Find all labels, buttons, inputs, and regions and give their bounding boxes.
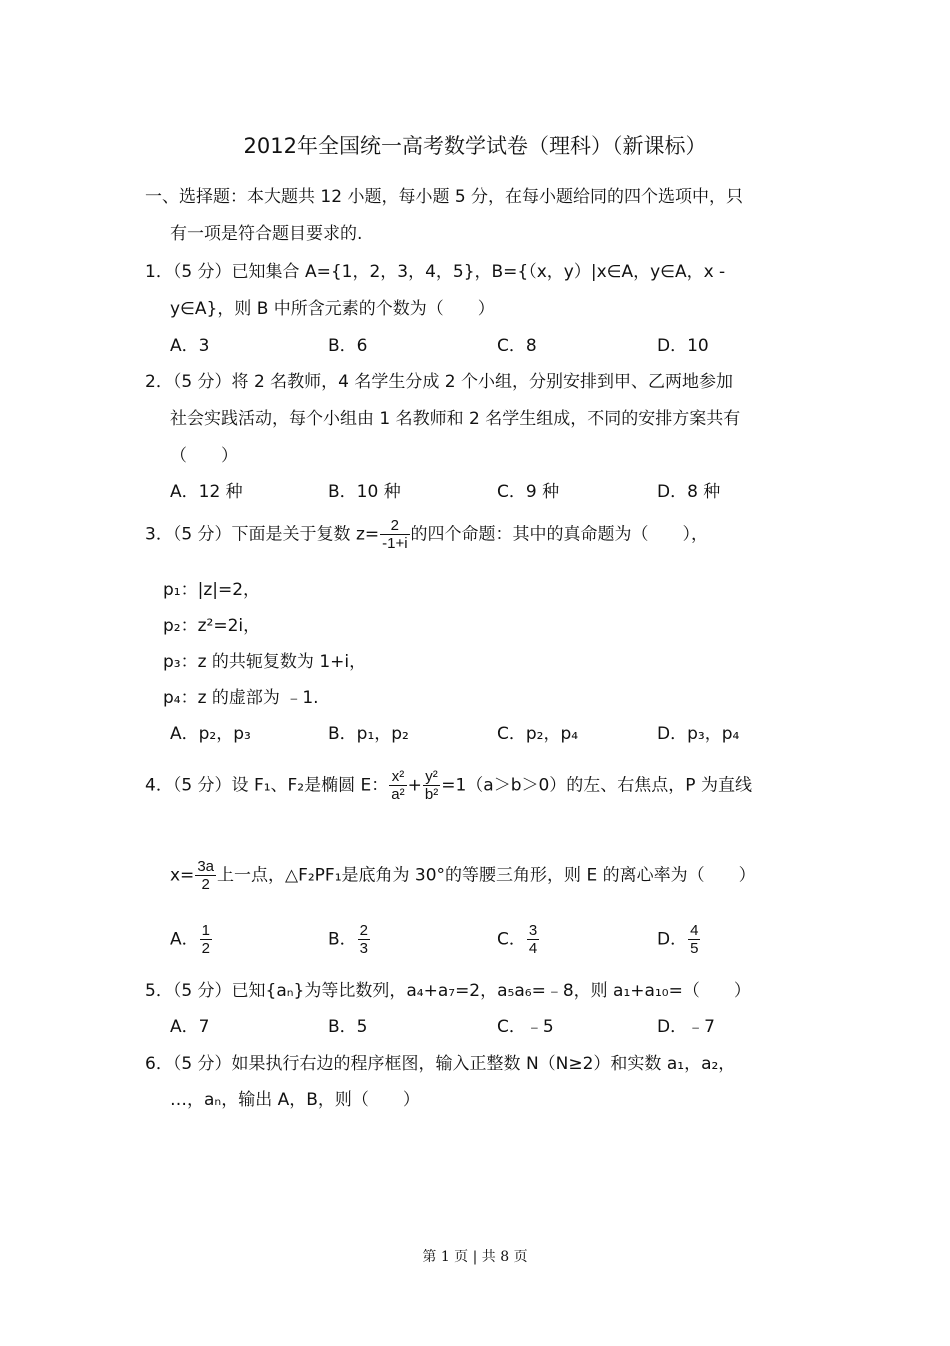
- q1-option-a: A．3: [170, 336, 210, 356]
- q4-fraction-x-denominator: a²: [391, 786, 405, 803]
- q4-option-d-label: D．: [657, 929, 688, 950]
- q2-line2: 社会实践活动，每个小组由 1 名教师和 2 名学生组成，不同的安排方案共有: [170, 409, 741, 429]
- q4-option-b-denominator: 3: [359, 940, 369, 957]
- q6-line1: 6．（5 分）如果执行右边的程序框图，输入正整数 N（N≥2）和实数 a₁，a₂，: [145, 1054, 736, 1074]
- q3-option-a: A．p₂，p₃: [170, 724, 251, 744]
- q4-stem-line1: [145, 768, 752, 803]
- q4-fraction-y: [423, 768, 440, 803]
- q4-option-d: [657, 922, 701, 957]
- q4-plus: +: [407, 775, 422, 796]
- q4-option-d-fraction: [688, 922, 700, 957]
- q4-option-b-label: B．: [328, 929, 357, 950]
- q5-option-a: A．7: [170, 1017, 210, 1037]
- q5-line1: 5．（5 分）已知{aₙ}为等比数列，a₄+a₇=2，a₅a₆=﹣8，则 a₁+a₁₀=（ ）: [145, 981, 751, 1001]
- q2-option-a: A．12 种: [170, 482, 243, 502]
- q4-prefix: 4．（5 分）设 F₁、F₂是椭圆 E：: [145, 775, 389, 796]
- q4-option-a: [170, 922, 213, 957]
- q3-option-c: C．p₂，p₄: [497, 724, 579, 744]
- page-footer: 第 1 页 | 共 8 页: [422, 1249, 528, 1265]
- q4-line2-suffix: 上一点，△F₂PF₁是底角为 30°的等腰三角形，则 E 的离心率为（ ）: [217, 865, 756, 886]
- q3-prefix: 3．（5 分）下面是关于复数 z=: [145, 524, 380, 545]
- q4-fraction-x: [389, 768, 406, 803]
- page-title: 2012年全国统一高考数学试卷（理科）（新课标）: [243, 134, 707, 158]
- q1-option-d: D．10: [657, 336, 709, 356]
- q4-fraction-y-numerator: y²: [423, 768, 440, 786]
- q4-option-c: [497, 922, 540, 957]
- q4-fraction-3a-over-2: [195, 858, 216, 893]
- q4-option-d-denominator: 5: [690, 940, 699, 957]
- q4-option-a-denominator: 2: [201, 940, 210, 957]
- q3-proposition-p2: p₂：z²=2i，: [163, 616, 261, 636]
- q4-suffix: =1（a＞b＞0）的左、右焦点，P 为直线: [441, 775, 752, 796]
- q3-fraction-denominator: -1+i: [382, 535, 408, 552]
- q3-fraction: [380, 517, 409, 552]
- q1-option-c: C．8: [497, 336, 537, 356]
- q2-option-c: C．9 种: [497, 482, 560, 502]
- q4-option-c-denominator: 4: [528, 940, 538, 957]
- q5-option-b: B．5: [328, 1017, 368, 1037]
- q3-suffix: 的四个命题：其中的真命题为（ ），: [410, 524, 709, 545]
- q4-option-a-numerator: 1: [201, 922, 210, 939]
- q4-fraction-3a-numerator: 3a: [197, 858, 214, 875]
- section-heading-line1: 一、选择题：本大题共 12 小题，每小题 5 分，在每小题给同的四个选项中，只: [145, 187, 744, 207]
- q4-option-c-label: C．: [497, 929, 526, 950]
- q3-stem: [145, 517, 708, 552]
- q6-line2: …，aₙ，输出 A，B，则（ ）: [170, 1090, 420, 1110]
- section-heading-line2: 有一项是符合题目要求的.: [170, 224, 363, 244]
- q2-option-b: B．10 种: [328, 482, 401, 502]
- q4-option-b: [328, 922, 371, 957]
- q2-line1: 2．（5 分）将 2 名教师，4 名学生分成 2 个小组，分别安排到甲、乙两地参加: [145, 372, 734, 392]
- q3-proposition-p1: p₁：|z|=2，: [163, 580, 261, 600]
- q4-fraction-y-denominator: b²: [424, 786, 439, 803]
- q4-option-c-numerator: 3: [528, 922, 538, 939]
- q1-line2: y∈A}，则 B 中所含元素的个数为（ ）: [170, 299, 495, 319]
- q4-option-d-numerator: 4: [690, 922, 699, 939]
- q4-fraction-x-numerator: x²: [389, 768, 406, 786]
- q3-option-b: B．p₁，p₂: [328, 724, 409, 744]
- q4-option-c-fraction: [527, 922, 539, 957]
- q5-option-c: C．﹣5: [497, 1017, 554, 1037]
- q4-option-b-numerator: 2: [359, 922, 369, 939]
- q1-option-b: B．6: [328, 336, 368, 356]
- q3-option-d: D．p₃，p₄: [657, 724, 740, 744]
- q2-line3: （ ）: [170, 446, 238, 466]
- q4-line2-prefix: x=: [170, 865, 195, 886]
- q4-fraction-3a-denominator: 2: [201, 876, 210, 893]
- q5-option-d: D．﹣7: [657, 1017, 715, 1037]
- q4-stem-line2: [170, 858, 756, 893]
- q3-fraction-numerator: 2: [380, 517, 409, 535]
- q3-proposition-p3: p₃：z 的共轭复数为 1+i，: [163, 652, 367, 672]
- q4-option-a-fraction: [200, 922, 212, 957]
- q2-option-d: D．8 种: [657, 482, 721, 502]
- q3-proposition-p4: p₄：z 的虚部为 ﹣1.: [163, 688, 319, 708]
- q4-option-a-label: A．: [170, 929, 199, 950]
- q4-option-b-fraction: [358, 922, 370, 957]
- q1-line1: 1．（5 分）已知集合 A={1，2，3，4，5}，B={（x，y）|x∈A，y∈A，x -: [145, 262, 726, 282]
